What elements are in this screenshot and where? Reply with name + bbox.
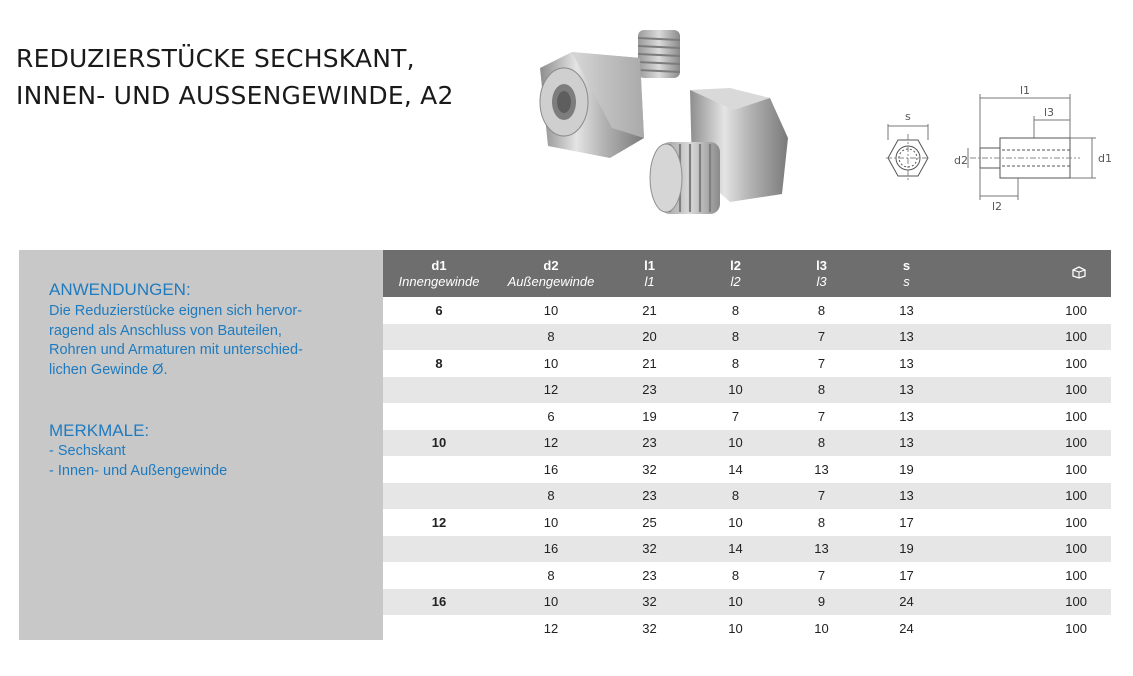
dim-label-l3: l3	[1044, 106, 1055, 119]
cell-l2: 14	[728, 541, 743, 557]
title-line-2: INNEN- UND AUSSENGEWINDE, A2	[16, 81, 454, 110]
cell-l2: 8	[731, 329, 740, 345]
column-header-l2: l2 l2	[730, 257, 741, 289]
cell-d2: 10	[543, 514, 559, 530]
cell-d2: 8	[547, 567, 555, 583]
page-title	[16, 40, 454, 114]
cell-l1: 20	[642, 329, 657, 345]
cell-l1: 32	[642, 620, 657, 636]
cell-qty: 100	[1065, 355, 1087, 371]
cell-l1: 21	[642, 302, 657, 318]
cell-s: 17	[899, 567, 914, 583]
table-row	[383, 297, 1111, 324]
cell-l2: 14	[728, 461, 743, 477]
dim-label-d2: d2	[954, 154, 968, 167]
cell-d1: 8	[435, 355, 443, 371]
info-panel	[19, 250, 383, 640]
cell-l2: 10	[728, 514, 743, 530]
column-header-d1: d1 Innengewinde	[398, 257, 480, 289]
applications-text	[49, 302, 369, 380]
cell-qty: 100	[1065, 567, 1087, 583]
fitting-back	[540, 30, 680, 158]
cell-qty: 100	[1065, 461, 1087, 477]
cell-qty: 100	[1065, 302, 1087, 318]
cell-s: 13	[899, 435, 914, 451]
table-row	[383, 377, 1111, 404]
features-line: - Innen- und Außengewinde	[49, 462, 228, 479]
column-header-package	[949, 250, 1111, 297]
cell-l3: 8	[817, 435, 826, 451]
applications-line: lichen Gewinde Ø.	[49, 361, 168, 378]
cell-d1	[383, 536, 495, 563]
cell-l1: 32	[642, 461, 657, 477]
cell-d1	[383, 483, 495, 510]
cell-s: 24	[899, 594, 914, 610]
table-row	[383, 350, 1111, 377]
table-header-row	[383, 250, 1111, 297]
cell-s: 13	[899, 488, 914, 504]
cell-l2: 10	[728, 382, 743, 398]
cell-l1: 23	[642, 435, 657, 451]
cell-qty: 100	[1065, 435, 1087, 451]
cell-l3: 7	[817, 408, 826, 424]
cell-s: 19	[899, 461, 914, 477]
cell-l3: 7	[817, 355, 826, 371]
cell-qty: 100	[1065, 514, 1087, 530]
cell-l3: 7	[817, 488, 826, 504]
features-heading: MERKMALE:	[49, 421, 150, 440]
cell-l2: 8	[731, 567, 740, 583]
product-photo	[520, 18, 820, 238]
features-text	[49, 442, 369, 481]
cell-l2: 8	[731, 488, 740, 504]
cell-l1: 32	[642, 541, 657, 557]
package-box-icon	[1071, 265, 1087, 279]
cell-s: 13	[899, 302, 914, 318]
table-row	[383, 615, 1111, 642]
cell-s: 19	[899, 541, 914, 557]
table-row	[383, 324, 1111, 351]
cell-qty: 100	[1065, 541, 1087, 557]
cell-d1: 16	[431, 594, 447, 610]
cell-l3: 13	[814, 461, 829, 477]
cell-l1: 25	[642, 514, 657, 530]
cell-l1: 19	[642, 408, 657, 424]
applications-line: Die Reduzierstücke eignen sich hervor-	[49, 303, 303, 319]
table-row	[383, 562, 1111, 589]
applications-heading: ANWENDUNGEN:	[49, 280, 191, 299]
cell-l1: 23	[642, 488, 657, 504]
applications-line: ragend als Anschluss von Bauteilen,	[49, 322, 282, 339]
table-row	[383, 430, 1111, 457]
cell-d2: 10	[543, 594, 559, 610]
cell-d2: 16	[543, 461, 559, 477]
dimensions-table-wrap	[383, 250, 1111, 642]
cell-d2: 10	[543, 302, 559, 318]
cell-s: 17	[899, 514, 914, 530]
column-header-s: s s	[902, 257, 911, 289]
column-header-d2: d2 Außengewinde	[507, 257, 595, 289]
table-row	[383, 536, 1111, 563]
cell-l3: 8	[817, 514, 826, 530]
cell-d2: 6	[547, 408, 555, 424]
cell-d1: 10	[431, 435, 447, 451]
cell-d1	[383, 403, 495, 430]
technical-drawing	[868, 84, 1118, 214]
fitting-front	[650, 88, 788, 214]
column-header-l3: l3 l3	[816, 257, 827, 289]
cell-l2: 8	[731, 355, 740, 371]
cell-qty: 100	[1065, 594, 1087, 610]
cell-s: 24	[899, 620, 914, 636]
cell-l3: 9	[817, 594, 826, 610]
cell-l1: 32	[642, 594, 657, 610]
table-row	[383, 483, 1111, 510]
dim-label-d1: d1	[1098, 152, 1112, 165]
cell-l3: 7	[817, 567, 826, 583]
cell-d2: 12	[543, 620, 559, 636]
column-header-l1: l1 l1	[644, 257, 655, 289]
cell-d2: 12	[543, 382, 559, 398]
features-line: - Sechskant	[49, 443, 126, 459]
cell-s: 13	[899, 355, 914, 371]
table-row	[383, 509, 1111, 536]
table-row	[383, 456, 1111, 483]
applications-line: Rohren und Armaturen mit unterschied-	[49, 342, 303, 358]
dim-label-l2: l2	[992, 200, 1003, 213]
table-row	[383, 589, 1111, 616]
cell-qty: 100	[1065, 329, 1087, 345]
cell-d1	[383, 562, 495, 589]
dim-label-s: s	[905, 110, 911, 123]
dim-label-l1: l1	[1020, 84, 1031, 97]
cell-l2: 10	[728, 435, 743, 451]
cell-qty: 100	[1065, 620, 1087, 636]
cell-qty: 100	[1065, 408, 1087, 424]
cell-l2: 10	[728, 594, 743, 610]
cell-qty: 100	[1065, 488, 1087, 504]
cell-l3: 8	[817, 382, 826, 398]
cell-l1: 23	[642, 567, 657, 583]
cell-l1: 23	[642, 382, 657, 398]
cell-d1: 6	[435, 302, 443, 318]
table-row	[383, 403, 1111, 430]
cell-s: 13	[899, 329, 914, 345]
cell-l3: 10	[814, 620, 829, 636]
cell-l3: 8	[817, 302, 826, 318]
cell-d1	[383, 377, 495, 404]
cell-l2: 10	[728, 620, 743, 636]
cell-d1: 12	[431, 514, 447, 530]
cell-d1	[383, 615, 495, 642]
cell-l3: 7	[817, 329, 826, 345]
cell-l1: 21	[642, 355, 657, 371]
cell-l2: 7	[731, 408, 740, 424]
dimensions-table	[383, 250, 1111, 642]
title-line-1: REDUZIERSTÜCKE SECHSKANT,	[16, 44, 415, 73]
cell-l3: 13	[814, 541, 829, 557]
cell-d2: 12	[543, 435, 559, 451]
cell-d2: 8	[547, 329, 555, 345]
cell-d2: 8	[547, 488, 555, 504]
cell-d2: 10	[543, 355, 559, 371]
cell-d2: 16	[543, 541, 559, 557]
cell-l2: 8	[731, 302, 740, 318]
cell-d1	[383, 456, 495, 483]
cell-d1	[383, 324, 495, 351]
cell-qty: 100	[1065, 382, 1087, 398]
cell-s: 13	[899, 382, 914, 398]
cell-s: 13	[899, 408, 914, 424]
